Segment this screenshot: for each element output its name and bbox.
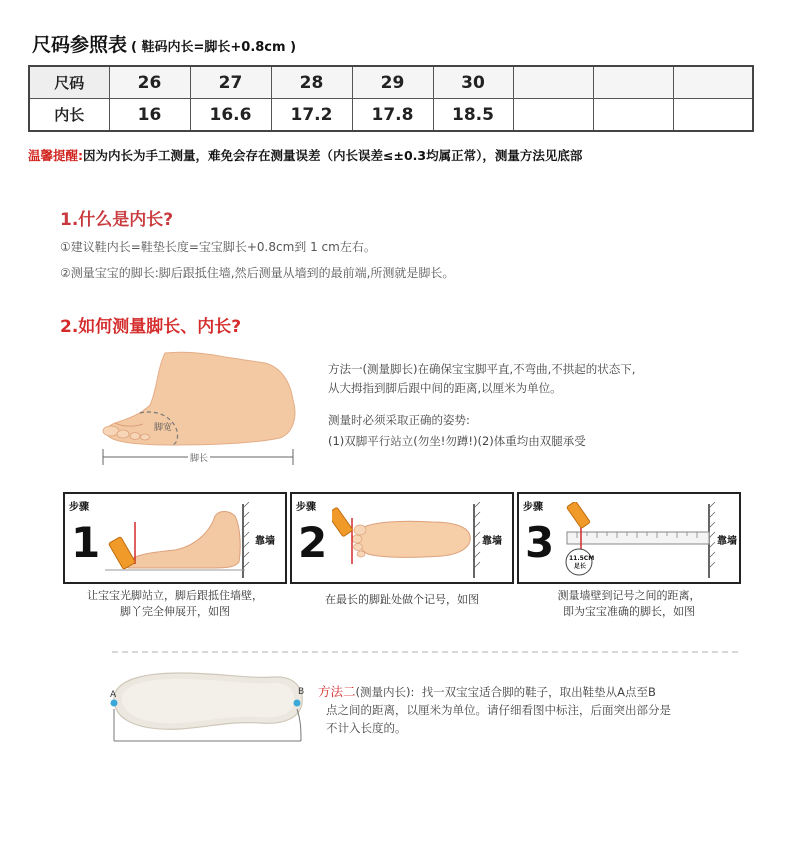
point-b-label: B xyxy=(298,687,305,697)
table-cell xyxy=(673,99,753,132)
table-cell xyxy=(593,66,673,99)
step-2-caption xyxy=(290,592,514,608)
section2-title: 2.如何测量脚长、内长? xyxy=(60,317,242,337)
row-label-inner-length: 内长 xyxy=(29,99,109,132)
page-title-text: 尺码参照表 xyxy=(32,34,128,56)
step-2-label: 步骤 xyxy=(296,502,316,513)
table-cell xyxy=(513,66,593,99)
step-2-caption-line1: 在最长的脚趾处做个记号，如图 xyxy=(325,593,479,606)
step-1-number: 1 xyxy=(71,518,101,567)
page-subtitle: ( 鞋码内长=脚长+0.8cm ) xyxy=(131,40,297,55)
step-1-label: 步骤 xyxy=(69,502,89,513)
step-2-number: 2 xyxy=(298,518,328,567)
step-3-marker-sub: 足长 xyxy=(573,563,586,570)
table-cell: 16 xyxy=(109,99,190,132)
section1-title: 1.什么是内长? xyxy=(60,210,174,230)
step-1-caption-line1: 让宝宝光脚站立，脚后跟抵住墙壁， xyxy=(87,589,263,602)
step-1-caption xyxy=(63,588,287,620)
method2-line1: 找一双宝宝适合脚的鞋子，取出鞋垫从A点至B xyxy=(421,685,656,699)
method1-line1: 方法一(测量脚长)在确保宝宝脚平直,不弯曲,不拱起的状态下, xyxy=(328,362,636,376)
table-cell xyxy=(593,99,673,132)
step-1-box xyxy=(63,492,287,584)
foot-width-label: 脚宽 xyxy=(154,423,173,433)
size-table xyxy=(28,65,754,132)
posture-line2: (1)双脚平行站立(勿坐!勿蹲!)(2)体重均由双腿承受 xyxy=(328,434,586,448)
row-label-size: 尺码 xyxy=(29,66,109,99)
insole-illustration xyxy=(100,665,315,755)
table-cell: 17.8 xyxy=(352,99,433,132)
tip-line xyxy=(28,146,582,164)
tip-text: 因为内长为手工测量，难免会存在测量误差（内长误差≤±0.3均属正常），测量方法见底部 xyxy=(83,148,583,163)
section1-line1: ①建议鞋内长=鞋垫长度=宝宝脚长+0.8cm到 1 cm左右。 xyxy=(60,240,376,254)
table-cell: 28 xyxy=(271,66,352,99)
step-2-wall-label: 靠墙 xyxy=(482,536,502,547)
step-3-wall-label: 靠墙 xyxy=(717,536,737,547)
step-1-caption-line2: 脚丫完全伸展开，如图 xyxy=(120,605,230,618)
step-3-marker-value: 11.5CM xyxy=(569,555,595,562)
step-3-caption xyxy=(517,588,741,620)
step-3-caption-line2: 即为宝宝准确的脚长，如图 xyxy=(563,605,695,618)
step-3-caption-line1: 测量墙壁到记号之间的距离， xyxy=(557,589,701,602)
dashed-divider xyxy=(112,651,738,653)
table-cell: 27 xyxy=(190,66,271,99)
section1-line2: ②测量宝宝的脚长:脚后跟抵住墙,然后测量从墙到的最前端,所测就是脚长。 xyxy=(60,266,455,280)
table-cell: 30 xyxy=(433,66,513,99)
method2-line3: 不计入长度的。 xyxy=(326,721,407,735)
method2-text xyxy=(318,683,671,737)
tip-label: 温馨提醒: xyxy=(28,148,83,163)
step-3-label: 步骤 xyxy=(523,502,543,513)
step-3-number: 3 xyxy=(525,518,555,567)
method2-line2: 点之间的距离，以厘米为单位。请仔细看图中标注，后面突出部分是 xyxy=(326,703,671,717)
method2-line1-row xyxy=(318,683,671,701)
page-title xyxy=(32,30,296,57)
posture-line1: 测量时必须采取正确的姿势: xyxy=(328,413,470,427)
point-a-label: A xyxy=(110,690,117,700)
step-3-marker xyxy=(569,555,595,571)
table-cell xyxy=(513,99,593,132)
table-cell: 17.2 xyxy=(271,99,352,132)
step-3-box xyxy=(517,492,741,584)
table-cell: 29 xyxy=(352,66,433,99)
table-cell: 18.5 xyxy=(433,99,513,132)
method1-line2: 从大拇指到脚后跟中间的距离,以厘米为单位。 xyxy=(328,381,562,395)
table-row-inner-length xyxy=(29,99,753,132)
table-row-size xyxy=(29,66,753,99)
table-cell: 26 xyxy=(109,66,190,99)
table-cell xyxy=(673,66,753,99)
foot-length-label: 脚长 xyxy=(188,451,210,464)
table-cell: 16.6 xyxy=(190,99,271,132)
step-2-box xyxy=(290,492,514,584)
method2-paren: (测量内长): xyxy=(355,685,415,699)
step-1-wall-label: 靠墙 xyxy=(255,536,275,547)
method2-label: 方法二 xyxy=(318,684,356,699)
